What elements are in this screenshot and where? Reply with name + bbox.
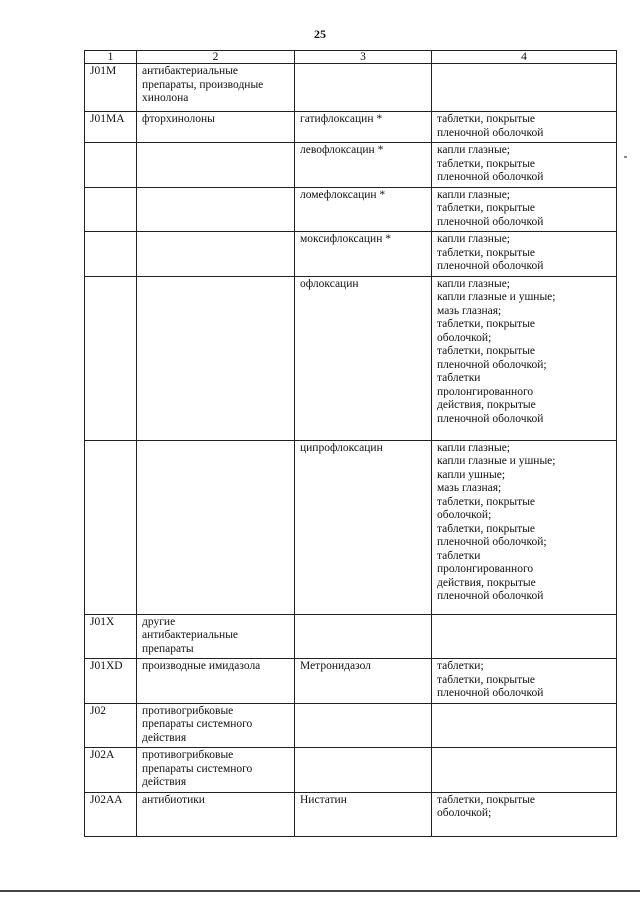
table-row bbox=[85, 748, 617, 793]
group-name-cell bbox=[137, 232, 295, 277]
group-name-cell bbox=[137, 614, 295, 659]
group-name-line: препараты системного bbox=[142, 718, 253, 730]
drug-name-cell bbox=[295, 703, 432, 748]
header-cell-2: 2 bbox=[137, 51, 295, 64]
dosage-form-line: таблетки bbox=[437, 549, 481, 562]
drug-name-cell bbox=[295, 143, 432, 188]
dosage-form-line: таблетки, покрытые bbox=[437, 113, 536, 125]
table-row bbox=[85, 614, 617, 659]
dosage-form-line: пленочной оболочкой bbox=[437, 260, 544, 272]
table-row bbox=[85, 703, 617, 748]
dosage-form-line: действия, покрытые bbox=[437, 399, 536, 411]
dosage-form-line: таблетки, покрытые bbox=[437, 157, 536, 170]
group-name-cell bbox=[137, 276, 295, 440]
dosage-forms-cell bbox=[432, 659, 617, 704]
drug-name: моксифлоксацин * bbox=[300, 233, 391, 245]
dosage-forms-cell bbox=[432, 64, 617, 112]
drug-name-cell bbox=[295, 276, 432, 440]
table-row bbox=[85, 659, 617, 704]
drug-name-cell bbox=[295, 659, 432, 704]
dosage-form-line: мазь глазная; bbox=[437, 304, 502, 317]
dosage-form-line: капли глазные; bbox=[437, 277, 510, 290]
drug-name: левофлоксацин * bbox=[300, 144, 384, 156]
table-row bbox=[85, 112, 617, 143]
dosage-form-line: таблетки, покрытые bbox=[437, 522, 536, 535]
group-name-line: противогрибковые bbox=[142, 704, 234, 717]
group-name-cell bbox=[137, 187, 295, 232]
group-name-line: противогрибковые bbox=[142, 749, 234, 761]
atc-code-cell bbox=[85, 276, 137, 440]
drug-name: ципрофлоксацин bbox=[300, 441, 383, 454]
dosage-forms-cell bbox=[432, 703, 617, 748]
atc-code: J02AA bbox=[90, 793, 123, 806]
atc-code-cell bbox=[85, 792, 137, 836]
page-bottom-rule bbox=[0, 890, 640, 892]
drug-name: ломефлоксацин * bbox=[300, 188, 386, 201]
header-cell-3: 3 bbox=[295, 51, 432, 64]
atc-code: J01MA bbox=[90, 113, 125, 125]
dosage-form-line: оболочкой; bbox=[437, 509, 492, 521]
table-header-row bbox=[85, 51, 617, 64]
group-name-line: фторхинолоны bbox=[142, 113, 215, 125]
dosage-forms-cell bbox=[432, 112, 617, 143]
dosage-forms-cell bbox=[432, 276, 617, 440]
table-row bbox=[85, 187, 617, 232]
group-name-cell bbox=[137, 748, 295, 793]
drug-name-cell bbox=[295, 792, 432, 836]
dosage-form-line: пленочной оболочкой bbox=[437, 412, 544, 425]
dosage-forms-cell bbox=[432, 143, 617, 188]
group-name-cell bbox=[137, 659, 295, 704]
header-cell-1: 1 bbox=[85, 51, 137, 64]
dosage-form-line: таблетки, покрытые bbox=[437, 345, 536, 357]
dosage-forms-cell bbox=[432, 792, 617, 836]
dosage-form-line: таблетки, покрытые bbox=[437, 673, 536, 686]
atc-code-cell bbox=[85, 143, 137, 188]
group-name-line: производные имидазола bbox=[142, 660, 261, 672]
dosage-form-line: оболочкой; bbox=[437, 807, 492, 819]
dosage-form-line: пролонгированного bbox=[437, 563, 534, 575]
atc-code: J01X bbox=[90, 615, 115, 628]
group-name-line: действия bbox=[142, 731, 187, 744]
table-row bbox=[85, 143, 617, 188]
dosage-form-line: мазь глазная; bbox=[437, 482, 502, 494]
scan-mark bbox=[624, 156, 627, 158]
atc-code-cell bbox=[85, 659, 137, 704]
drug-name: Нистатин bbox=[300, 793, 347, 806]
group-name-line: антибиотики bbox=[142, 793, 205, 806]
atc-code-cell bbox=[85, 64, 137, 112]
group-name-line: препараты, производные bbox=[142, 78, 264, 91]
dosage-form-line: пленочной оболочкой bbox=[437, 590, 544, 602]
dosage-form-line: капли глазные; bbox=[437, 188, 510, 201]
dosage-forms-cell bbox=[432, 187, 617, 232]
header-cell-4: 4 bbox=[432, 51, 617, 64]
drug-name-cell bbox=[295, 232, 432, 277]
atc-code-cell bbox=[85, 232, 137, 277]
group-name-cell bbox=[137, 143, 295, 188]
group-name-cell bbox=[137, 112, 295, 143]
dosage-form-line: капли глазные; bbox=[437, 233, 510, 245]
drug-name-cell bbox=[295, 748, 432, 793]
drug-name-cell bbox=[295, 64, 432, 112]
atc-code: J02 bbox=[90, 704, 106, 717]
drug-name: гатифлоксацин * bbox=[300, 113, 383, 125]
dosage-form-line: пленочной оболочкой bbox=[437, 687, 544, 699]
drug-name-cell bbox=[295, 614, 432, 659]
dosage-form-line: капли ушные; bbox=[437, 468, 506, 481]
group-name-cell bbox=[137, 440, 295, 614]
group-name-line: препараты bbox=[142, 642, 194, 655]
dosage-form-line: таблетки, покрытые bbox=[437, 246, 536, 259]
atc-code-cell bbox=[85, 703, 137, 748]
dosage-form-line: капли глазные и ушные; bbox=[437, 291, 556, 303]
dosage-form-line: таблетки, покрытые bbox=[437, 495, 536, 508]
table-row bbox=[85, 64, 617, 112]
drug-name: офлоксацин bbox=[300, 277, 359, 290]
group-name-line: антибактериальные bbox=[142, 65, 239, 77]
dosage-forms-cell bbox=[432, 440, 617, 614]
table-row bbox=[85, 440, 617, 614]
group-name-cell bbox=[137, 64, 295, 112]
dosage-form-line: капли глазные и ушные; bbox=[437, 455, 556, 467]
drug-name: Метронидазол bbox=[300, 660, 371, 672]
group-name-cell bbox=[137, 703, 295, 748]
dosage-form-line: пленочной оболочкой; bbox=[437, 536, 547, 548]
dosage-form-line: таблетки; bbox=[437, 660, 484, 672]
atc-code-cell bbox=[85, 112, 137, 143]
group-name-line: другие bbox=[142, 615, 176, 628]
group-name-line: хинолона bbox=[142, 92, 189, 104]
group-name-cell bbox=[137, 792, 295, 836]
dosage-form-line: капли глазные; bbox=[437, 441, 510, 454]
table-row bbox=[85, 232, 617, 277]
dosage-form-line: пленочной оболочкой bbox=[437, 215, 544, 228]
dosage-form-line: оболочкой; bbox=[437, 331, 492, 344]
atc-code: J01M bbox=[90, 65, 117, 77]
dosage-forms-cell bbox=[432, 748, 617, 793]
drug-name-cell bbox=[295, 440, 432, 614]
drug-name-cell bbox=[295, 112, 432, 143]
table-row bbox=[85, 792, 617, 836]
dosage-form-line: пленочной оболочкой; bbox=[437, 358, 547, 371]
atc-code-cell bbox=[85, 440, 137, 614]
atc-code-cell bbox=[85, 187, 137, 232]
dosage-form-line: действия, покрытые bbox=[437, 576, 536, 589]
medication-table bbox=[84, 50, 617, 837]
group-name-line: препараты системного bbox=[142, 762, 253, 775]
dosage-form-line: пленочной оболочкой bbox=[437, 171, 544, 183]
dosage-form-line: капли глазные; bbox=[437, 144, 510, 156]
group-name-line: действия bbox=[142, 776, 187, 788]
table-row bbox=[85, 276, 617, 440]
dosage-form-line: таблетки, покрытые bbox=[437, 318, 536, 330]
dosage-form-line: таблетки, покрытые bbox=[437, 202, 536, 214]
dosage-form-line: таблетки bbox=[437, 372, 481, 384]
group-name-line: антибактериальные bbox=[142, 629, 239, 641]
drug-name-cell bbox=[295, 187, 432, 232]
dosage-form-line: пленочной оболочкой bbox=[437, 126, 544, 139]
dosage-form-line: пролонгированного bbox=[437, 385, 534, 398]
atc-code-cell bbox=[85, 748, 137, 793]
page-number: 25 bbox=[314, 27, 326, 41]
dosage-forms-cell bbox=[432, 232, 617, 277]
atc-code-cell bbox=[85, 614, 137, 659]
atc-code: J02A bbox=[90, 749, 115, 761]
dosage-form-line: таблетки, покрытые bbox=[437, 793, 536, 806]
dosage-forms-cell bbox=[432, 614, 617, 659]
atc-code: J01XD bbox=[90, 660, 123, 672]
